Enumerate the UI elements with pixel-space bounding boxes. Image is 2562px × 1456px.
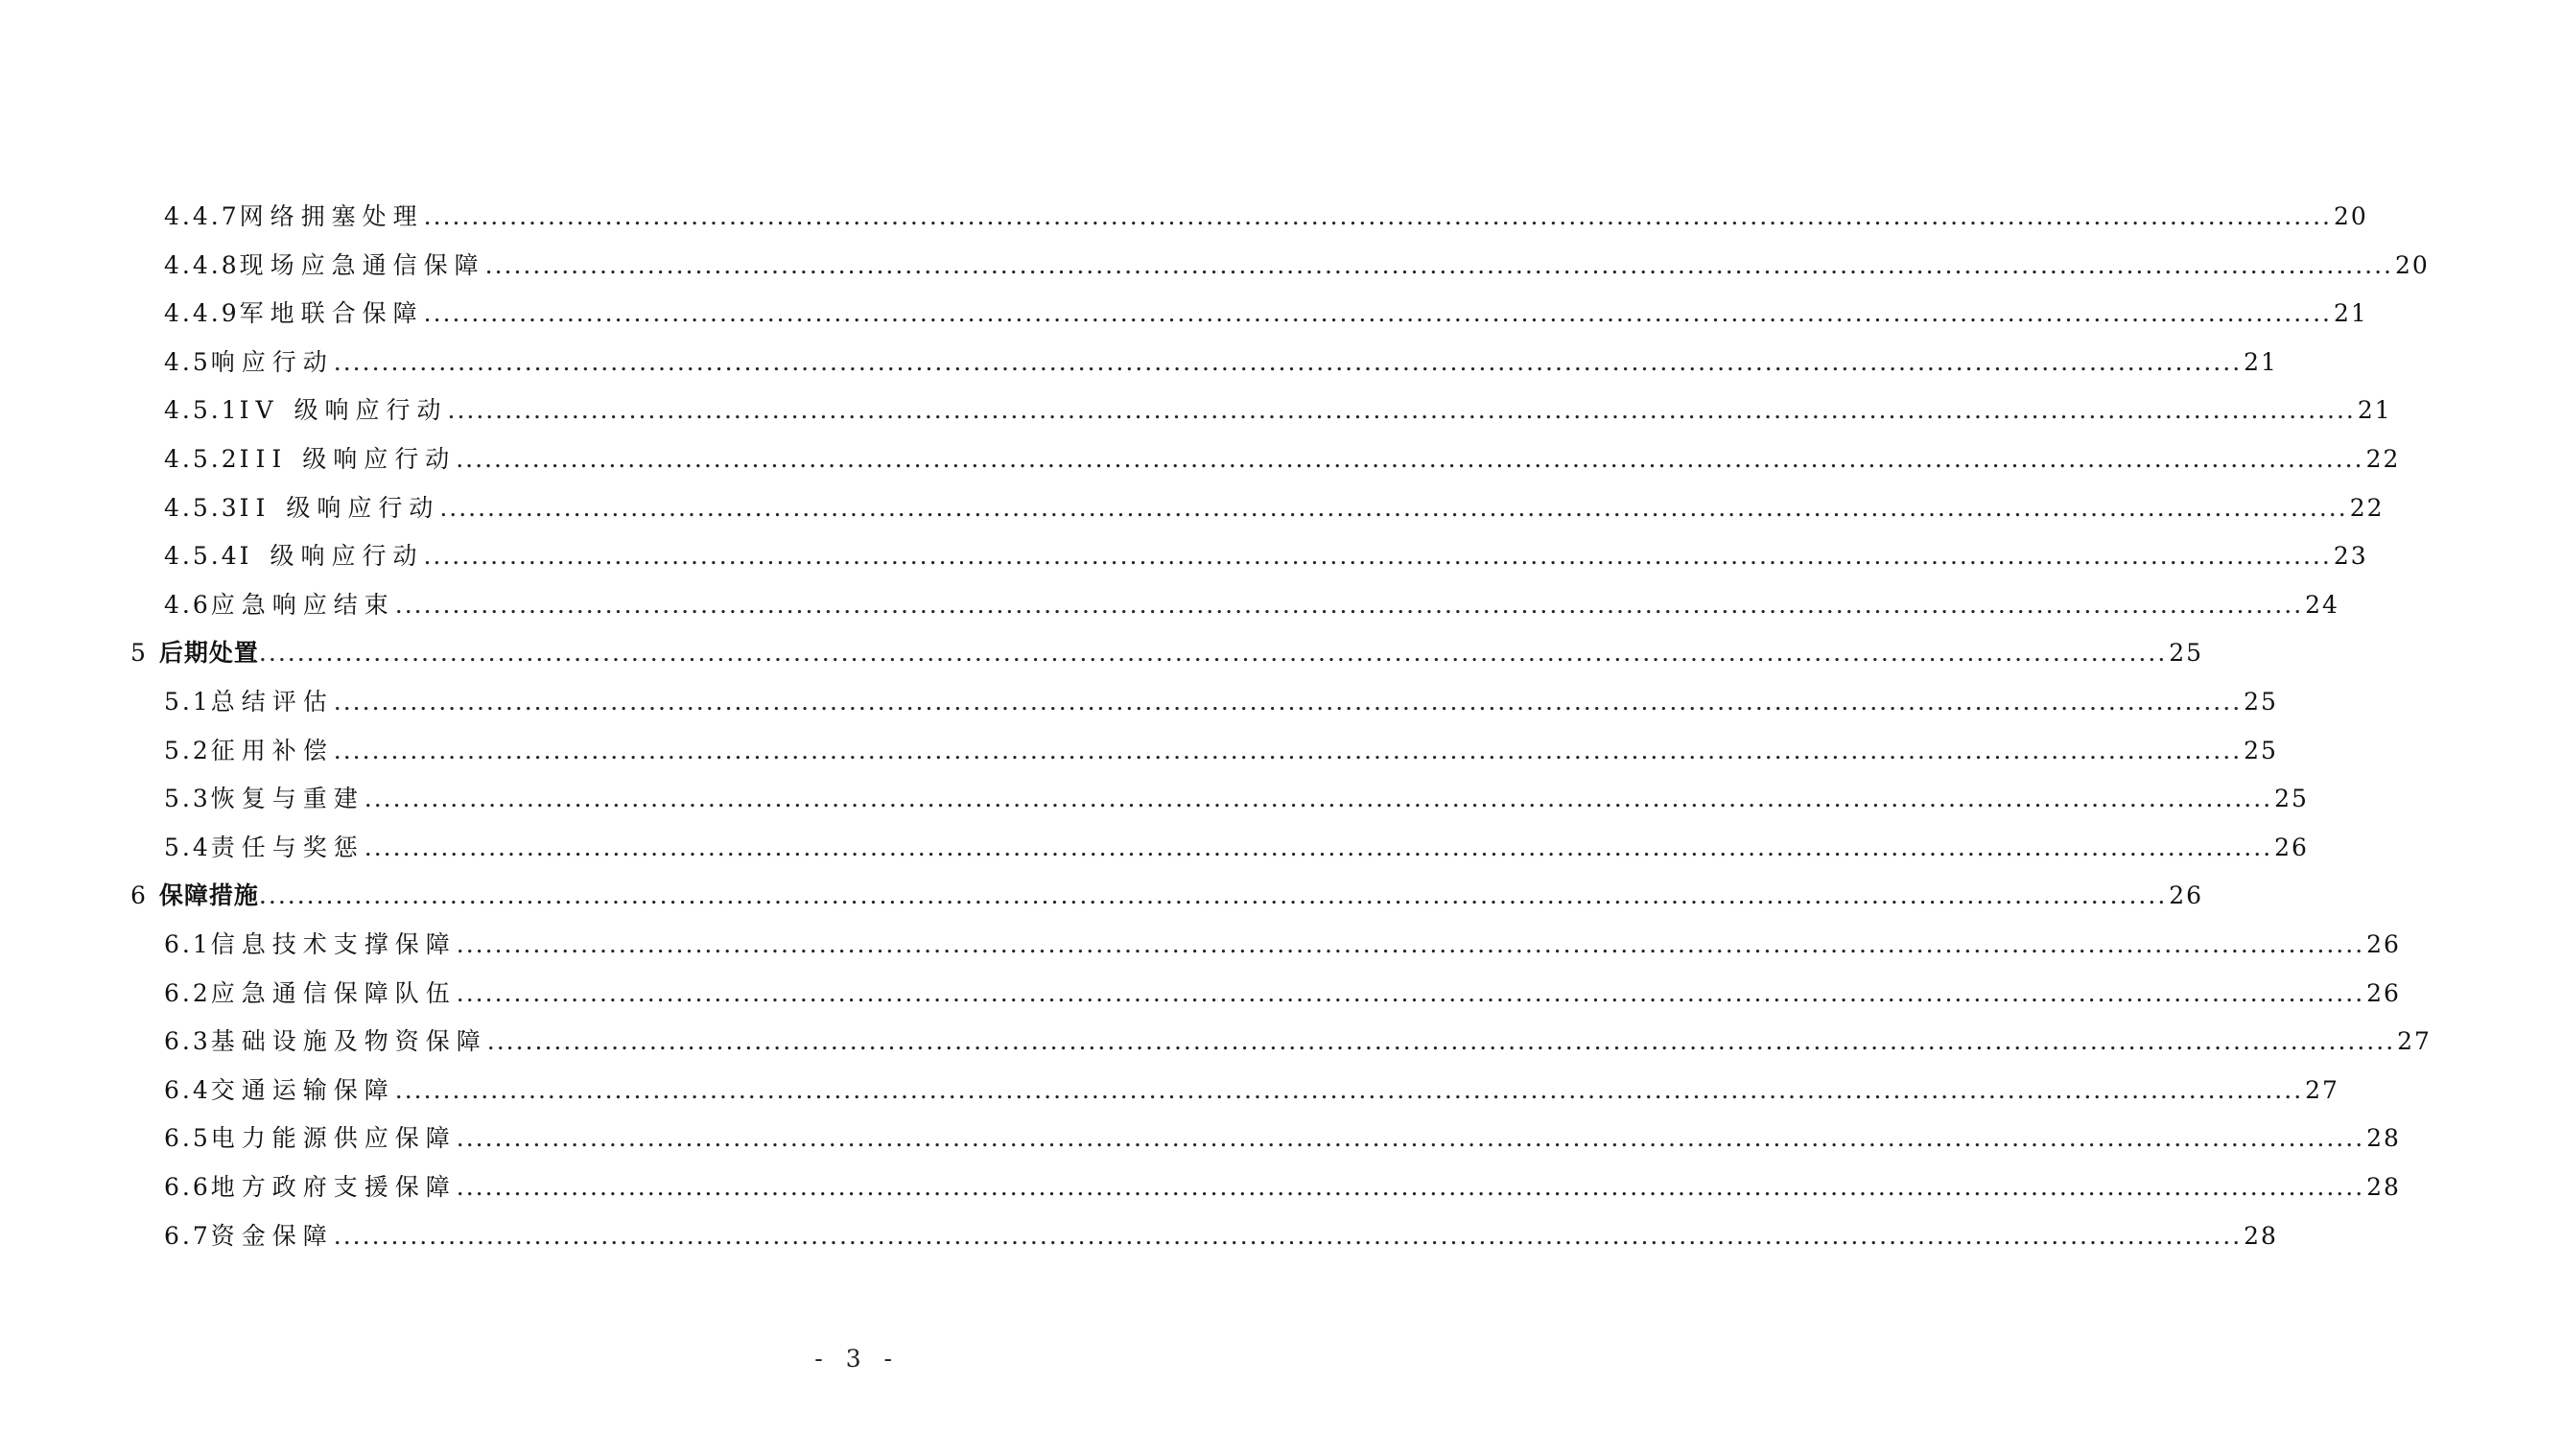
toc-entry-title: 资金保障: [210, 1221, 334, 1250]
toc-entry-title: 后期处置: [158, 639, 259, 668]
toc-entry-title: III 级响应行动: [239, 445, 457, 473]
toc-entry-number: 6: [130, 881, 146, 910]
toc-entry-title: 地方政府支援保障: [210, 1173, 457, 1201]
toc-entry-title: 应急响应结束: [210, 590, 395, 619]
toc-entry[interactable]: [0, 816, 2309, 864]
toc-entry[interactable]: [0, 234, 2430, 282]
toc-entry[interactable]: [0, 962, 2401, 1010]
toc-entry[interactable]: [0, 1059, 2339, 1107]
toc-leader-dots: ........................................................................................................................................................................................................: [439, 493, 2348, 522]
toc-entry-number: 5.4: [164, 833, 211, 861]
toc-leader-dots: ........................................................................................................................................................................................................: [447, 396, 2356, 425]
toc-entry[interactable]: [0, 428, 2401, 476]
toc-entry-page: 27: [2397, 1027, 2432, 1056]
toc-entry[interactable]: [0, 574, 2339, 622]
toc-entry-number: 4.5.4: [164, 542, 240, 571]
toc-leader-dots: ........................................................................................................................................................................................................: [486, 1027, 2396, 1056]
toc-entry-number: 6.5: [164, 1124, 211, 1153]
toc-entry-page: 28: [2244, 1221, 2278, 1250]
toc-leader-dots: ........................................................................................................................................................................................................: [394, 1075, 2304, 1104]
toc-entry-number: 6.4: [164, 1075, 211, 1104]
toc-entry-page: 21: [2357, 396, 2392, 425]
toc-entry[interactable]: [0, 282, 2368, 330]
toc-entry-number: 4.5.2: [164, 445, 240, 473]
toc-leader-dots: ........................................................................................................................................................................................................: [423, 202, 2332, 230]
toc-entry[interactable]: [0, 913, 2401, 961]
toc-entry-title: 交通运输保障: [210, 1075, 395, 1104]
toc-entry-page: 25: [2244, 736, 2278, 764]
toc-entry[interactable]: [0, 1205, 2278, 1253]
toc-entry[interactable]: [0, 477, 2385, 525]
toc-entry[interactable]: [0, 1010, 2432, 1058]
toc-leader-dots: ........................................................................................................................................................................................................: [333, 688, 2243, 716]
toc-entry-number: 4.4.7: [164, 202, 240, 230]
toc-leader-dots: ........................................................................................................................................................................................................: [333, 736, 2243, 764]
toc-entry[interactable]: [0, 622, 2204, 669]
toc-entry-page: 26: [2366, 930, 2401, 958]
toc-entry-number: 4.5.1: [164, 396, 240, 425]
toc-entry-title: 基础设施及物资保障: [210, 1027, 487, 1056]
toc-entry[interactable]: [0, 767, 2309, 815]
toc-entry-title: 征用补偿: [210, 736, 334, 764]
toc-entry-number: 4.5: [164, 347, 211, 376]
toc-leader-dots: ........................................................................................................................................................................................................: [484, 250, 2393, 279]
toc-entry-number: 6.3: [164, 1027, 211, 1056]
toc-entry-number: 5.2: [164, 736, 211, 764]
toc-entry-page: 26: [2274, 833, 2309, 861]
toc-leader-dots: ........................................................................................................................................................................................................: [364, 785, 2273, 813]
toc-entry-title: 响应行动: [210, 347, 334, 376]
toc-entry-number: 5: [130, 639, 146, 668]
toc-leader-dots: ........................................................................................................................................................................................................: [258, 639, 2168, 668]
toc-entry[interactable]: [0, 331, 2278, 379]
toc-entry-title: 责任与奖惩: [210, 833, 364, 861]
toc-entry-title: 现场应急通信保障: [239, 250, 485, 279]
toc-entry-title: IV 级响应行动: [239, 396, 448, 425]
toc-leader-dots: ........................................................................................................................................................................................................: [423, 299, 2332, 328]
toc-entry[interactable]: [0, 670, 2278, 718]
toc-entry-number: 6.2: [164, 978, 211, 1007]
toc-leader-dots: ........................................................................................................................................................................................................: [456, 1173, 2365, 1201]
toc-entry-page: 20: [2395, 250, 2430, 279]
toc-entry-title: 恢复与重建: [210, 785, 364, 813]
toc-entry-page: 24: [2305, 590, 2339, 619]
toc-leader-dots: ........................................................................................................................................................................................................: [456, 445, 2364, 473]
toc-entry-page: 20: [2334, 202, 2368, 230]
toc-entry-number: 6.7: [164, 1221, 211, 1250]
toc-entry-page: 22: [2349, 493, 2385, 522]
toc-entry[interactable]: [0, 525, 2368, 573]
toc-entry-page: 21: [2244, 347, 2278, 376]
toc-entry-page: 27: [2305, 1075, 2339, 1104]
toc-entry-number: 4.4.8: [164, 250, 240, 279]
toc-leader-dots: ........................................................................................................................................................................................................: [423, 542, 2332, 571]
toc-entry-page: 23: [2333, 542, 2368, 571]
toc-entry[interactable]: [0, 185, 2368, 233]
toc-entry-title: 电力能源供应保障: [210, 1124, 457, 1153]
toc-entry-number: 4.5.3: [164, 493, 240, 522]
toc-entry-page: 26: [2169, 881, 2204, 910]
toc-leader-dots: ........................................................................................................................................................................................................: [456, 978, 2365, 1007]
toc-entry-page: 28: [2366, 1124, 2401, 1153]
toc-entry-title: I 级响应行动: [239, 542, 424, 571]
toc-entry-page: 22: [2365, 445, 2401, 473]
toc-leader-dots: ........................................................................................................................................................................................................: [394, 590, 2304, 619]
toc-entry-title: 应急通信保障队伍: [210, 978, 457, 1007]
toc-entry-number: 4.4.9: [164, 299, 240, 328]
toc-entry-page: 26: [2366, 978, 2401, 1007]
toc-entry[interactable]: [0, 719, 2278, 767]
toc-leader-dots: ........................................................................................................................................................................................................: [258, 881, 2168, 910]
toc-entry-page: 25: [2244, 688, 2278, 716]
toc-entry[interactable]: [0, 1156, 2401, 1204]
toc-entry-number: 6.6: [164, 1173, 211, 1201]
toc-entry-title: 总结评估: [210, 688, 334, 716]
toc-leader-dots: ........................................................................................................................................................................................................: [456, 930, 2365, 958]
toc-entry-title: II 级响应行动: [239, 493, 440, 522]
toc-entry-title: 保障措施: [158, 881, 259, 910]
toc-entry-number: 5.1: [164, 688, 211, 716]
toc-leader-dots: ........................................................................................................................................................................................................: [333, 347, 2243, 376]
toc-entry-page: 25: [2274, 785, 2309, 813]
toc-entry[interactable]: [0, 1107, 2401, 1155]
toc-entry-title: 军地联合保障: [239, 299, 424, 328]
toc-entry-number: 4.6: [164, 590, 211, 619]
toc-leader-dots: ........................................................................................................................................................................................................: [364, 833, 2273, 861]
toc-entry-page: 28: [2366, 1173, 2401, 1201]
toc-entry-number: 6.1: [164, 930, 211, 958]
toc-entry-page: 21: [2334, 299, 2368, 328]
toc-entry[interactable]: [0, 379, 2392, 427]
toc-entry-page: 25: [2169, 639, 2204, 668]
toc-leader-dots: ........................................................................................................................................................................................................: [333, 1221, 2243, 1250]
toc-entry-number: 5.3: [164, 785, 211, 813]
toc-entry-title: 信息技术支撑保障: [210, 930, 457, 958]
toc-entry-title: 网络拥塞处理: [239, 202, 424, 230]
toc-entry[interactable]: [0, 864, 2204, 912]
toc-leader-dots: ........................................................................................................................................................................................................: [456, 1124, 2365, 1153]
page-number: - 3 -: [814, 1345, 900, 1373]
